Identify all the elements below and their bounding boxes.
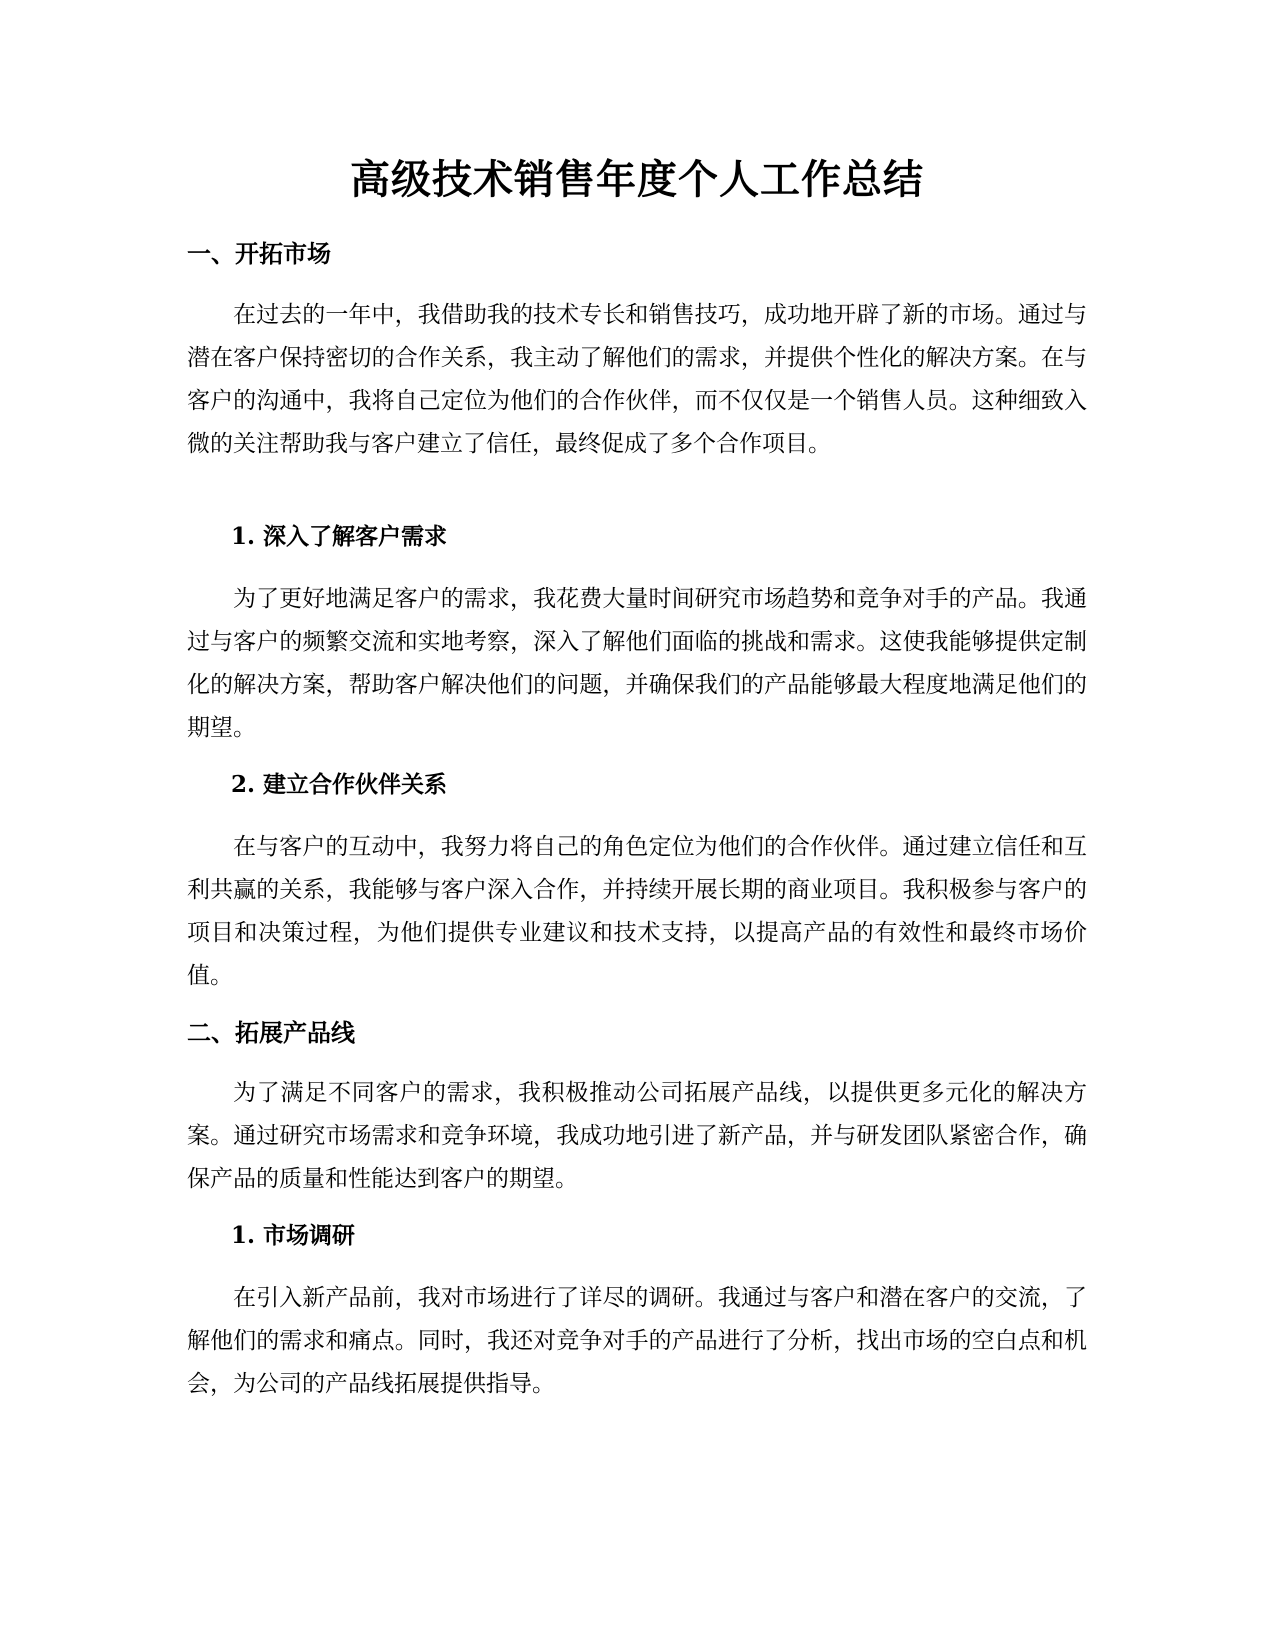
section-1-intro: 在过去的一年中，我借助我的技术专长和销售技巧，成功地开辟了新的市场。通过与潜在客户保持密切的合作关系，我主动了解他们的需求，并提供个性化的解决方案。在与客户的沟通中，我将自己定位为他们的合作伙伴，而不仅仅是一个销售人员。这种细致入微的关注帮助我与客户建立了信任，最终促成了多个合作项目。 — [187, 302, 1087, 457]
subsection-heading-2-1: 1. 市场调研 — [231, 1222, 356, 1249]
subsection-heading-1-2: 2. 建立合作伙伴关系 — [231, 771, 448, 798]
section-heading-2: 二、拓展产品线 — [187, 1019, 355, 1047]
subsection-2-1-text: 在引入新产品前，我对市场进行了详尽的调研。我通过与客户和潜在客户的交流，了解他们的需求和痛点。同时，我还对竞争对手的产品进行了分析，找出市场的空白点和机会，为公司的产品线拓展提供指导。 — [187, 1285, 1087, 1397]
section-2-intro: 为了满足不同客户的需求，我积极推动公司拓展产品线，以提供更多元化的解决方案。通过研究市场需求和竞争环境，我成功地引进了新产品，并与研发团队紧密合作，确保产品的质量和性能达到客户的期望。 — [187, 1080, 1087, 1192]
subsection-heading-1-1: 1. 深入了解客户需求 — [231, 523, 448, 550]
subsection-1-1-text: 为了更好地满足客户的需求，我花费大量时间研究市场趋势和竞争对手的产品。我通过与客户的频繁交流和实地考察，深入了解他们面临的挑战和需求。这使我能够提供定制化的解决方案，帮助客户解决他们的问题，并确保我们的产品能够最大程度地满足他们的期望。 — [187, 586, 1087, 741]
section-heading-1: 一、开拓市场 — [187, 240, 331, 268]
subsection-1-2-text: 在与客户的互动中，我努力将自己的角色定位为他们的合作伙伴。通过建立信任和互利共赢的关系，我能够与客户深入合作，并持续开展长期的商业项目。我积极参与客户的项目和决策过程，为他们提供专业建议和技术支持，以提高产品的有效性和最终市场价值。 — [187, 834, 1087, 989]
document-title: 高级技术销售年度个人工作总结 — [350, 157, 924, 203]
